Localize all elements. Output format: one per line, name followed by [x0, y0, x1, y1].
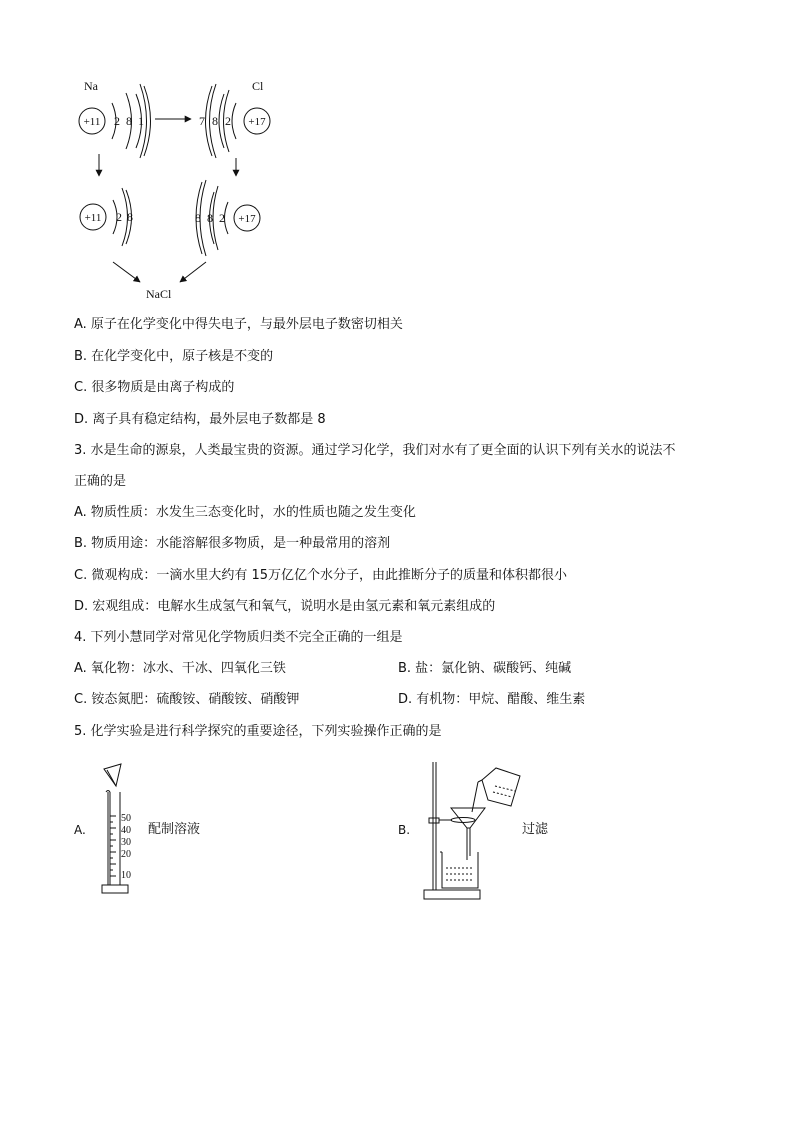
q2-option-a: A. 原子在化学变化中得失电子，与最外层电子数密切相关	[74, 317, 403, 332]
na-atom-shell-2: 8	[126, 114, 132, 128]
cl-ion-shell-outer: 8	[195, 211, 201, 225]
q3-stem-cont: 正确的是	[74, 474, 127, 489]
na-atom-nucleus-charge: +11	[83, 116, 101, 128]
cl-ion-shell-inner: 2	[219, 211, 225, 225]
arrow-cl-ion-to-nacl	[180, 262, 206, 282]
cl-atom-nucleus-charge: +17	[248, 116, 266, 128]
q3-option-a: A. 物质性质：水发生三态变化时，水的性质也随之发生变化	[74, 505, 416, 520]
cl-symbol: Cl	[252, 79, 264, 93]
na-ion-shell-2: 8	[127, 210, 133, 224]
na-symbol: Na	[84, 79, 98, 93]
q3-option-d: D. 宏观组成：电解水生成氢气和氧气，说明水是由氢元素和氧元素组成的	[74, 599, 496, 614]
q5-option-b-letter: B.	[398, 823, 411, 837]
filtration-apparatus-figure	[418, 758, 522, 902]
nacl-symbol: NaCl	[146, 287, 172, 301]
cl-atom-shell-outer: 7	[199, 114, 205, 128]
q3-stem: 3. 水是生命的源泉，人类最宝贵的资源。通过学习化学，我们对水有了更全面的认识下列有关水的说法不	[74, 443, 676, 458]
cylinder-mark-40: 40	[121, 825, 131, 836]
q5-stem: 5. 化学实验是进行科学探究的重要途径，下列实验操作正确的是	[74, 724, 442, 739]
q4-option-d: D. 有机物：甲烷、醋酸、维生素	[398, 692, 586, 707]
q5-option-a-letter: A.	[74, 823, 86, 837]
cl-ion-shell-mid: 8	[207, 211, 213, 225]
cl-atom-shell-mid: 8	[212, 114, 218, 128]
cylinder-mark-30: 30	[121, 837, 131, 848]
cylinder-mark-10: 10	[121, 870, 131, 881]
q2-option-d: D. 离子具有稳定结构，最外层电子数都是 8	[74, 412, 326, 427]
q5-option-b-label: 过滤	[522, 822, 549, 837]
q4-option-a: A. 氧化物：冰水、干冰、四氧化三铁	[74, 661, 286, 676]
q5-option-a-label: 配制溶液	[148, 822, 201, 837]
q4-option-c: C. 铵态氮肥：硫酸铵、硝酸铵、硝酸钾	[74, 692, 300, 707]
q3-option-c: C. 微观构成：一滴水里大约有 15万亿亿个水分子，由此推断分子的质量和体积都很小	[74, 568, 568, 583]
na-atom-shell-1: 2	[114, 114, 120, 128]
na-atom-shell-3: 1	[138, 114, 144, 128]
arrow-na-ion-to-nacl	[113, 262, 140, 282]
cl-ion-nucleus-charge: +17	[238, 213, 256, 225]
na-ion-nucleus-charge: +11	[84, 212, 102, 224]
graduated-cylinder-figure	[98, 760, 142, 896]
q2-option-c: C. 很多物质是由离子构成的	[74, 380, 235, 395]
q2-option-b: B. 在化学变化中，原子核是不变的	[74, 349, 274, 364]
nacl-formation-diagram	[70, 68, 290, 308]
cylinder-mark-50: 50	[121, 813, 131, 824]
cl-atom-shell-inner: 2	[225, 114, 231, 128]
q4-option-b: B. 盐：氯化钠、碳酸钙、纯碱	[398, 661, 572, 676]
q4-stem: 4. 下列小慧同学对常见化学物质归类不完全正确的一组是	[74, 630, 403, 645]
cylinder-mark-20: 20	[121, 849, 131, 860]
q3-option-b: B. 物质用途：水能溶解很多物质，是一种最常用的溶剂	[74, 536, 391, 551]
na-ion-shell-1: 2	[116, 210, 122, 224]
